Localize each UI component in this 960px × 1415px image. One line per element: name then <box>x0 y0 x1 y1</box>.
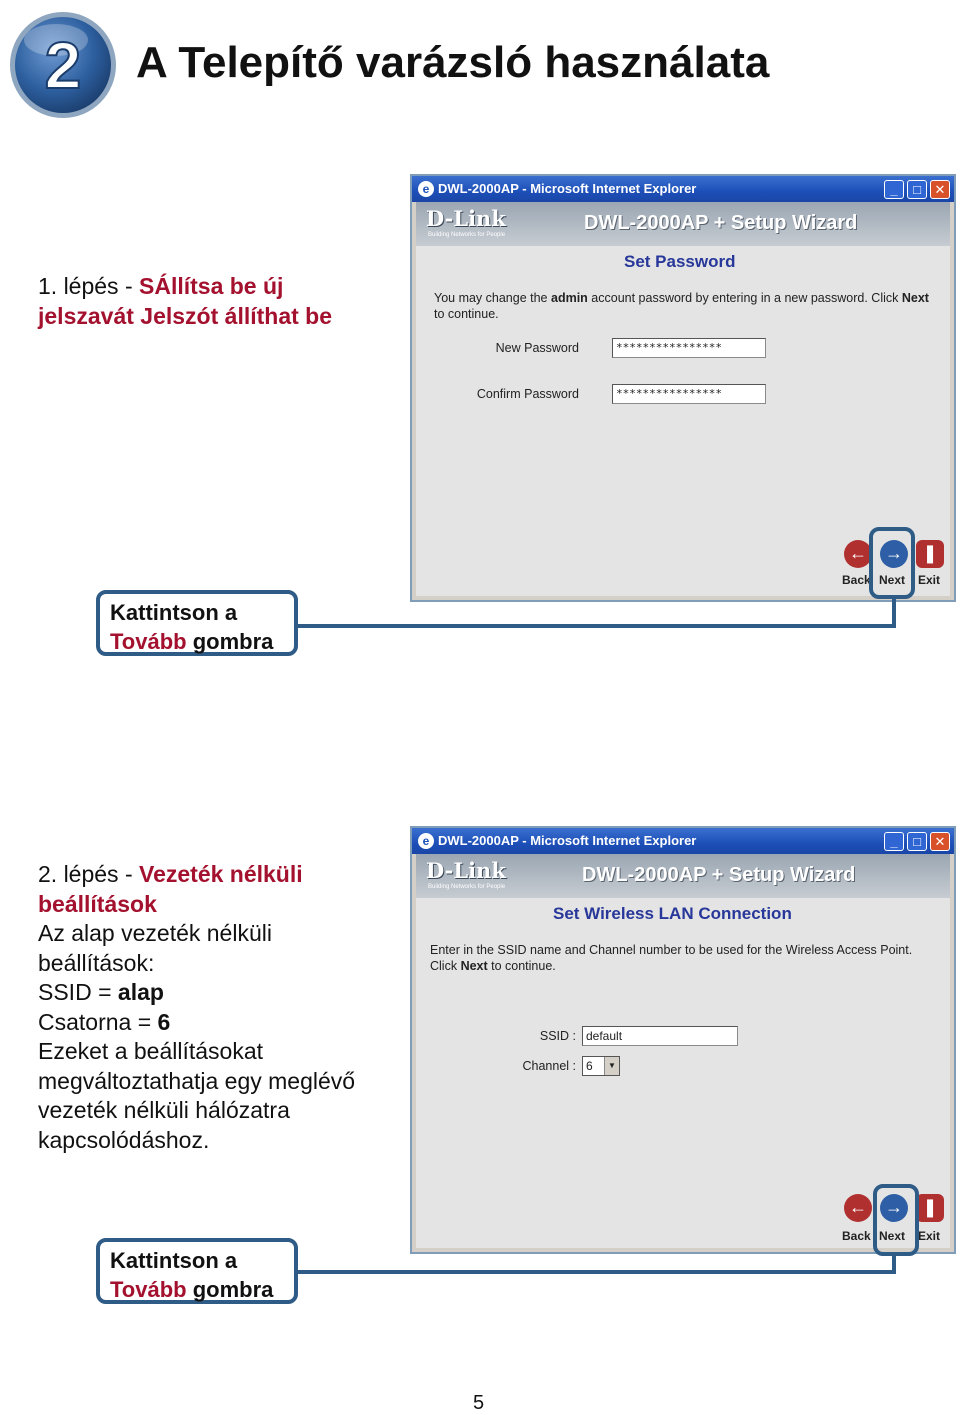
step1-highlight: SÁllítsa be új jelszavát Jelszót állíthat be <box>38 273 333 329</box>
step1-prefix: 1. lépés - <box>38 273 139 299</box>
next-arrow-icon[interactable]: → <box>880 540 908 568</box>
step-number-badge <box>8 10 118 120</box>
ssid-default-value: alap <box>117 979 164 1005</box>
next-button-highlight <box>873 1184 919 1256</box>
channel-selected-value: 6 <box>586 1059 593 1073</box>
ssid-default-label: SSID = <box>38 979 118 1005</box>
confirm-password-label: Confirm Password <box>476 387 579 401</box>
dlink-logo: D-Link <box>426 206 506 231</box>
confirm-password-input[interactable]: **************** <box>612 384 766 404</box>
callout-click-next <box>96 590 298 656</box>
dlink-tagline: Building Networks for People <box>428 884 506 890</box>
step2-text <box>38 860 358 1155</box>
exit-icon[interactable]: ❚ <box>916 1194 944 1222</box>
page-title: A Telepítő varázsló használata <box>136 38 770 87</box>
wizard-banner <box>416 854 950 898</box>
exit-icon[interactable]: ❚ <box>916 540 944 568</box>
step2-rest: Ezeket a beállításokat megváltoztathatja egy meglévő vezeték nélküli hálózatra kapcsolódáshoz. <box>38 1038 356 1153</box>
window-title: DWL-2000AP - Microsoft Internet Explorer <box>438 181 697 196</box>
back-button-label: Back <box>842 1229 871 1243</box>
callout-connector <box>892 1254 896 1274</box>
channel-default-label: Csatorna = <box>38 1008 158 1035</box>
next-button-label: Next <box>879 573 906 587</box>
badge-number: 2 <box>44 28 82 102</box>
channel-label: Channel : <box>522 1059 576 1073</box>
wizard-title: DWL-2000AP + Setup Wizard <box>584 212 858 234</box>
exit-button-label: Exit <box>918 1229 941 1243</box>
window-title: DWL-2000AP - Microsoft Internet Explorer <box>438 833 697 848</box>
ie-icon: e <box>418 833 434 849</box>
wizard-instructions: You may change the admin account password by entering in a new password. Click Next to continue. <box>434 291 929 321</box>
back-button-label: Back <box>842 573 871 587</box>
close-button[interactable]: ✕ <box>930 832 950 851</box>
wizard-instructions: Enter in the SSID name and Channel number to be used for the Wireless Access Point. Click Next to continue. <box>430 943 913 973</box>
back-arrow-icon[interactable]: ← <box>844 540 872 568</box>
callout-line1: Kattintson a <box>110 1248 238 1273</box>
callout-connector <box>298 1270 896 1274</box>
step2-highlight: Vezeték nélküli beállítások <box>38 861 303 917</box>
dlink-logo: D-Link <box>426 858 506 883</box>
minimize-button[interactable]: _ <box>884 180 904 199</box>
next-arrow-icon[interactable]: → <box>880 1194 908 1222</box>
callout-click-next <box>96 1238 298 1304</box>
new-password-input[interactable]: **************** <box>612 338 766 358</box>
minimize-button[interactable]: _ <box>884 832 904 851</box>
exit-button-label: Exit <box>918 573 941 587</box>
window-titlebar <box>412 828 954 854</box>
ssid-label: SSID : <box>539 1029 576 1043</box>
new-password-label: New Password <box>495 341 579 355</box>
step2-prefix: 2. lépés - <box>38 861 139 887</box>
wizard-heading: Set Wireless LAN Connection <box>553 904 792 923</box>
window-titlebar <box>412 176 954 202</box>
callout-line2: Tovább gombra <box>110 1277 274 1302</box>
next-button-highlight <box>869 527 915 599</box>
channel-default-value: 6 <box>157 1008 171 1035</box>
callout-connector <box>892 597 896 628</box>
maximize-button[interactable]: □ <box>907 180 927 199</box>
channel-select[interactable] <box>582 1056 620 1076</box>
step1-text <box>38 272 378 331</box>
step2-line1: Az alap vezeték nélküli beállítások: <box>38 920 272 976</box>
wizard-content <box>416 854 950 1248</box>
ie-icon: e <box>418 181 434 197</box>
close-button[interactable]: ✕ <box>930 180 950 199</box>
back-arrow-icon[interactable]: ← <box>844 1194 872 1222</box>
dlink-tagline: Building Networks for People <box>428 232 506 238</box>
callout-connector <box>298 624 896 628</box>
next-button-label: Next <box>879 1229 906 1243</box>
wizard-heading: Set Password <box>624 252 736 271</box>
chevron-down-icon: ▼ <box>604 1057 619 1075</box>
ssid-input[interactable]: default <box>582 1026 738 1046</box>
maximize-button[interactable]: □ <box>907 832 927 851</box>
callout-line2: Tovább gombra <box>110 629 274 654</box>
wizard-banner <box>416 202 950 246</box>
callout-line1: Kattintson a <box>110 600 238 625</box>
page-number: 5 <box>473 1392 485 1414</box>
wizard-title: DWL-2000AP + Setup Wizard <box>582 864 856 886</box>
